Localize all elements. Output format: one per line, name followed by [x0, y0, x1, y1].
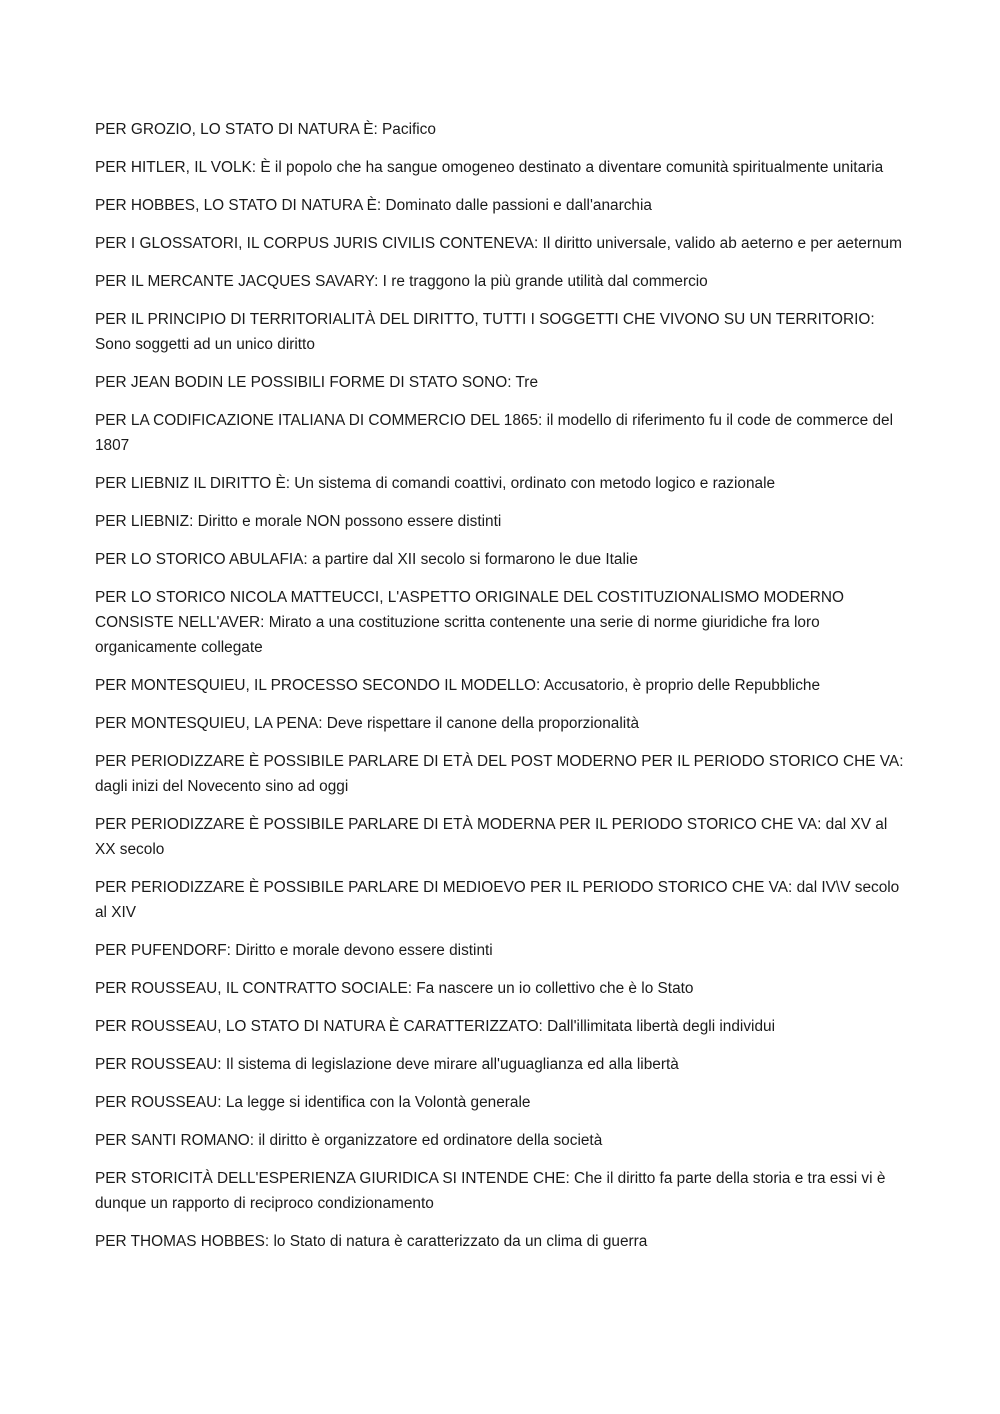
entry-matteucci: PER LO STORICO NICOLA MATTEUCCI, L'ASPETTO ORIGINALE DEL COSTITUZIONALISMO MODERNO CONSISTE NELL'AVER: Mirato a una costituzione scritta contenente una serie di norme giuridiche fra loro organicamente collegate: [95, 589, 844, 656]
entry-glossatori: PER I GLOSSATORI, IL CORPUS JURIS CIVILIS CONTENEVA: Il diritto universale, valido ab aeterno e per aeternum: [95, 235, 902, 252]
entry-post-moderno: PER PERIODIZZARE È POSSIBILE PARLARE DI ETÀ DEL POST MODERNO PER IL PERIODO STORICO CHE VA: dagli inizi del Novecento sino ad oggi: [95, 753, 904, 795]
entry-thomas-hobbes: PER THOMAS HOBBES: lo Stato di natura è caratterizzato da un clima di guerra: [95, 1233, 648, 1250]
document-body: [95, 117, 910, 1267]
entry-santi-romano: PER SANTI ROMANO: il diritto è organizzatore ed ordinatore della società: [95, 1132, 603, 1149]
entry-montesquieu-pena: PER MONTESQUIEU, LA PENA: Deve rispettare il canone della proporzionalità: [95, 715, 640, 732]
entry-grozio: PER GROZIO, LO STATO DI NATURA È: Pacifico: [95, 121, 436, 138]
entry-rousseau-contratto: PER ROUSSEAU, IL CONTRATTO SOCIALE: Fa nascere un io collettivo che è lo Stato: [95, 980, 694, 997]
entry-hobbes: PER HOBBES, LO STATO DI NATURA È: Dominato dalle passioni e dall'anarchia: [95, 197, 652, 214]
entry-montesquieu-processo: PER MONTESQUIEU, IL PROCESSO SECONDO IL MODELLO: Accusatorio, è proprio delle Repubbliche: [95, 677, 821, 694]
entry-pufendorf: PER PUFENDORF: Diritto e morale devono essere distinti: [95, 942, 493, 959]
entry-rousseau-legge: PER ROUSSEAU: La legge si identifica con la Volontà generale: [95, 1094, 531, 1111]
entry-abulafia: PER LO STORICO ABULAFIA: a partire dal XII secolo si formarono le due Italie: [95, 551, 638, 568]
entry-rousseau-legislazione: PER ROUSSEAU: Il sistema di legislazione deve mirare all'uguaglianza ed alla libertà: [95, 1056, 679, 1073]
entry-savary: PER IL MERCANTE JACQUES SAVARY: I re traggono la più grande utilità dal commercio: [95, 273, 708, 290]
entry-codificazione: PER LA CODIFICAZIONE ITALIANA DI COMMERCIO DEL 1865: il modello di riferimento fu il code de commerce del 1807: [95, 412, 894, 454]
entry-territorialita: PER IL PRINCIPIO DI TERRITORIALITÀ DEL DIRITTO, TUTTI I SOGGETTI CHE VIVONO SU UN TERRITORIO: Sono soggetti ad un unico diritto: [95, 311, 875, 353]
entry-medioevo: PER PERIODIZZARE È POSSIBILE PARLARE DI MEDIOEVO PER IL PERIODO STORICO CHE VA: dal IV\V secolo al XIV: [95, 879, 900, 921]
entry-hitler: PER HITLER, IL VOLK: È il popolo che ha sangue omogeneo destinato a diventare comunità spiritualmente unitaria: [95, 159, 884, 176]
entry-rousseau-natura: PER ROUSSEAU, LO STATO DI NATURA È CARATTERIZZATO: Dall'illimitata libertà degli individui: [95, 1018, 776, 1035]
entry-storicita: PER STORICITÀ DELL'ESPERIENZA GIURIDICA SI INTENDE CHE: Che il diritto fa parte della storia e tra essi vi è dunque un rapporto di reciproco condizionamento: [95, 1170, 886, 1212]
entry-liebniz-morale: PER LIEBNIZ: Diritto e morale NON possono essere distinti: [95, 513, 502, 530]
entry-eta-moderna: PER PERIODIZZARE È POSSIBILE PARLARE DI ETÀ MODERNA PER IL PERIODO STORICO CHE VA: dal XV al XX secolo: [95, 816, 888, 858]
entry-bodin: PER JEAN BODIN LE POSSIBILI FORME DI STATO SONO: Tre: [95, 374, 538, 391]
entry-liebniz-diritto: PER LIEBNIZ IL DIRITTO È: Un sistema di comandi coattivi, ordinato con metodo logico e razionale: [95, 475, 776, 492]
